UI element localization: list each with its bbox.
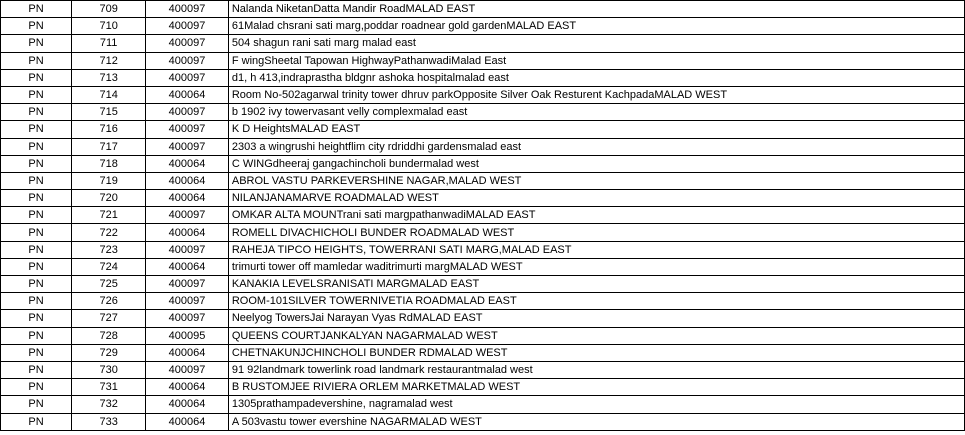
pincode-cell: 400064 <box>146 258 229 275</box>
table-row <box>1 396 965 413</box>
type-cell: PN <box>1 86 72 103</box>
serial-cell: 723 <box>72 241 146 258</box>
address-cell: 91 92landmark towerlink road landmark restaurantmalad west <box>228 361 964 378</box>
type-cell: PN <box>1 1 72 18</box>
pincode-cell: 400064 <box>146 224 229 241</box>
pincode-cell: 400097 <box>146 293 229 310</box>
address-cell: B RUSTOMJEE RIVIERA ORLEM MARKETMALAD WEST <box>228 379 964 396</box>
pincode-cell: 400097 <box>146 207 229 224</box>
address-cell: NILANJANAMARVE ROADMALAD WEST <box>228 190 964 207</box>
pincode-cell: 400064 <box>146 379 229 396</box>
table-row <box>1 344 965 361</box>
address-cell: C WINGdheeraj gangachincholi bundermalad west <box>228 155 964 172</box>
pincode-cell: 400064 <box>146 413 229 430</box>
pincode-cell: 400097 <box>146 35 229 52</box>
type-cell: PN <box>1 241 72 258</box>
address-cell: F wingSheetal Tapowan HighwayPathanwadiMalad East <box>228 52 964 69</box>
address-cell: Neelyog TowersJai Narayan Vyas RdMALAD EAST <box>228 310 964 327</box>
serial-cell: 726 <box>72 293 146 310</box>
table-row <box>1 224 965 241</box>
table-row <box>1 361 965 378</box>
table-row <box>1 258 965 275</box>
table-row <box>1 35 965 52</box>
address-cell: 1305prathampadevershine, nagramalad west <box>228 396 964 413</box>
pincode-cell: 400095 <box>146 327 229 344</box>
serial-cell: 721 <box>72 207 146 224</box>
type-cell: PN <box>1 52 72 69</box>
serial-cell: 732 <box>72 396 146 413</box>
address-cell: A 503vastu tower evershine NAGARMALAD WEST <box>228 413 964 430</box>
pincode-cell: 400064 <box>146 396 229 413</box>
address-cell: KANAKIA LEVELSRANISATI MARGMALAD EAST <box>228 276 964 293</box>
table-row <box>1 155 965 172</box>
pincode-cell: 400097 <box>146 276 229 293</box>
serial-cell: 730 <box>72 361 146 378</box>
table-row <box>1 52 965 69</box>
table-row <box>1 413 965 430</box>
pincode-cell: 400064 <box>146 86 229 103</box>
type-cell: PN <box>1 224 72 241</box>
table-row <box>1 69 965 86</box>
pincode-cell: 400064 <box>146 172 229 189</box>
pincode-cell: 400097 <box>146 18 229 35</box>
address-cell: ABROL VASTU PARKEVERSHINE NAGAR,MALAD WEST <box>228 172 964 189</box>
table-body <box>1 1 965 431</box>
pincode-cell: 400097 <box>146 361 229 378</box>
type-cell: PN <box>1 190 72 207</box>
type-cell: PN <box>1 361 72 378</box>
serial-cell: 729 <box>72 344 146 361</box>
address-cell: 61Malad chsrani sati marg,poddar roadnear gold gardenMALAD EAST <box>228 18 964 35</box>
type-cell: PN <box>1 344 72 361</box>
type-cell: PN <box>1 104 72 121</box>
pincode-cell: 400064 <box>146 190 229 207</box>
address-cell: trimurti tower off mamledar waditrimurti margMALAD WEST <box>228 258 964 275</box>
pincode-cell: 400097 <box>146 310 229 327</box>
table-row <box>1 379 965 396</box>
pincode-cell: 400097 <box>146 138 229 155</box>
serial-cell: 720 <box>72 190 146 207</box>
serial-cell: 719 <box>72 172 146 189</box>
table-row <box>1 138 965 155</box>
type-cell: PN <box>1 121 72 138</box>
type-cell: PN <box>1 258 72 275</box>
serial-cell: 711 <box>72 35 146 52</box>
serial-cell: 733 <box>72 413 146 430</box>
address-cell: ROMELL DIVACHICHOLI BUNDER ROADMALAD WEST <box>228 224 964 241</box>
serial-cell: 715 <box>72 104 146 121</box>
table-row <box>1 104 965 121</box>
table-row <box>1 241 965 258</box>
type-cell: PN <box>1 172 72 189</box>
type-cell: PN <box>1 207 72 224</box>
address-cell: ROOM-101SILVER TOWERNIVETIA ROADMALAD EAST <box>228 293 964 310</box>
serial-cell: 717 <box>72 138 146 155</box>
table-row <box>1 207 965 224</box>
type-cell: PN <box>1 310 72 327</box>
table-row <box>1 18 965 35</box>
pincode-cell: 400097 <box>146 104 229 121</box>
serial-cell: 713 <box>72 69 146 86</box>
address-cell: d1, h 413,indraprastha bldgnr ashoka hospitalmalad east <box>228 69 964 86</box>
serial-cell: 728 <box>72 327 146 344</box>
pincode-cell: 400097 <box>146 52 229 69</box>
serial-cell: 722 <box>72 224 146 241</box>
table-row <box>1 121 965 138</box>
address-cell: OMKAR ALTA MOUNTrani sati margpathanwadiMALAD EAST <box>228 207 964 224</box>
table-row <box>1 86 965 103</box>
type-cell: PN <box>1 413 72 430</box>
serial-cell: 731 <box>72 379 146 396</box>
pincode-cell: 400097 <box>146 241 229 258</box>
address-cell: 504 shagun rani sati marg malad east <box>228 35 964 52</box>
serial-cell: 714 <box>72 86 146 103</box>
table-row <box>1 293 965 310</box>
table-row <box>1 310 965 327</box>
type-cell: PN <box>1 327 72 344</box>
table-row <box>1 172 965 189</box>
address-cell: K D HeightsMALAD EAST <box>228 121 964 138</box>
address-cell: Room No-502agarwal trinity tower dhruv parkOpposite Silver Oak Resturent KachpadaMALAD WEST <box>228 86 964 103</box>
table-row <box>1 190 965 207</box>
type-cell: PN <box>1 276 72 293</box>
pincode-cell: 400097 <box>146 69 229 86</box>
table-row <box>1 1 965 18</box>
serial-cell: 709 <box>72 1 146 18</box>
address-cell: Nalanda NiketanDatta Mandir RoadMALAD EAST <box>228 1 964 18</box>
serial-cell: 712 <box>72 52 146 69</box>
type-cell: PN <box>1 69 72 86</box>
address-cell: RAHEJA TIPCO HEIGHTS, TOWERRANI SATI MARG,MALAD EAST <box>228 241 964 258</box>
pincode-cell: 400064 <box>146 155 229 172</box>
pincode-cell: 400097 <box>146 1 229 18</box>
type-cell: PN <box>1 396 72 413</box>
address-cell: QUEENS COURTJANKALYAN NAGARMALAD WEST <box>228 327 964 344</box>
table-row <box>1 276 965 293</box>
serial-cell: 727 <box>72 310 146 327</box>
serial-cell: 710 <box>72 18 146 35</box>
serial-cell: 718 <box>72 155 146 172</box>
serial-cell: 724 <box>72 258 146 275</box>
address-cell: 2303 a wingrushi heightflim city rdriddhi gardensmalad east <box>228 138 964 155</box>
type-cell: PN <box>1 155 72 172</box>
address-cell: CHETNAKUNJCHINCHOLI BUNDER RDMALAD WEST <box>228 344 964 361</box>
serial-cell: 725 <box>72 276 146 293</box>
type-cell: PN <box>1 18 72 35</box>
type-cell: PN <box>1 35 72 52</box>
address-cell: b 1902 ivy towervasant velly complexmalad east <box>228 104 964 121</box>
type-cell: PN <box>1 293 72 310</box>
type-cell: PN <box>1 138 72 155</box>
type-cell: PN <box>1 379 72 396</box>
serial-cell: 716 <box>72 121 146 138</box>
pincode-cell: 400097 <box>146 121 229 138</box>
pincode-cell: 400064 <box>146 344 229 361</box>
table-row <box>1 327 965 344</box>
